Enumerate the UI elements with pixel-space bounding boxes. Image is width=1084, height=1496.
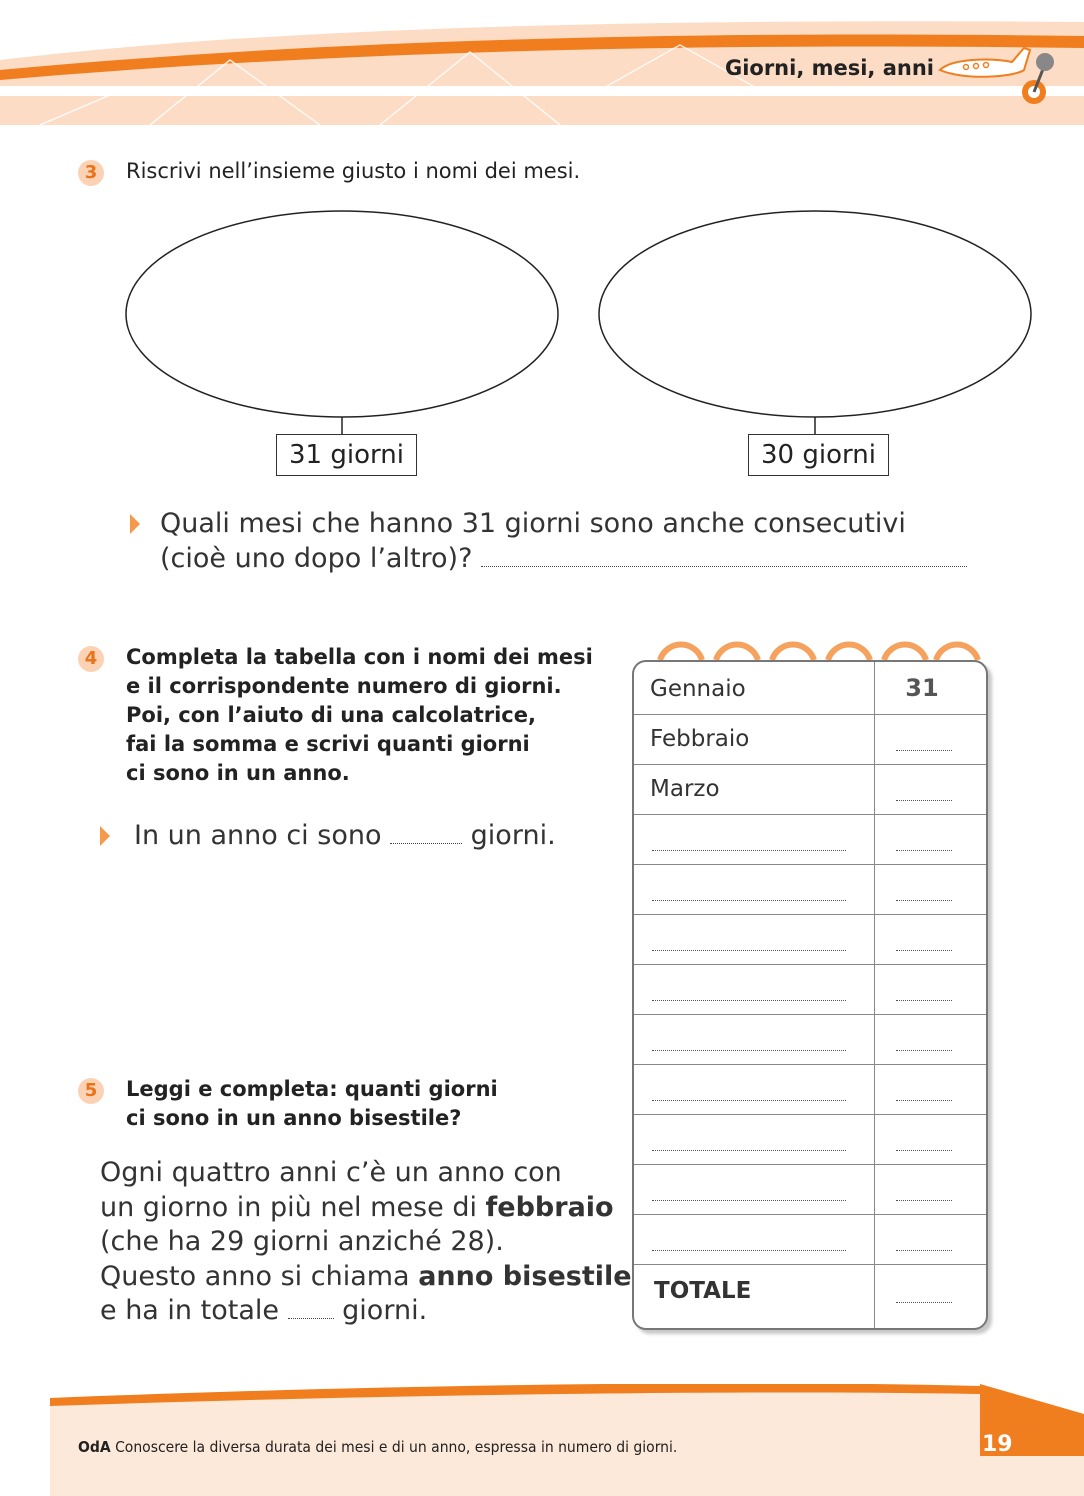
- month-input-line[interactable]: [652, 1250, 846, 1251]
- month-input-line[interactable]: [652, 1100, 846, 1101]
- question-4-text: Completa la tabella con i nomi dei mesi e il corrispondente numero di giorni. Poi, con l’aiuto di una calcolatrice, fai la somma e scrivi quanti giorni ci sono in un anno.: [126, 645, 593, 785]
- days-input-line[interactable]: [896, 1250, 952, 1251]
- question-3-title: Riscrivi nell’insieme giusto i nomi dei mesi.: [126, 159, 581, 183]
- days-input-line[interactable]: [896, 750, 952, 751]
- days-input-line[interactable]: [896, 1100, 952, 1101]
- total-input-line[interactable]: [896, 1302, 952, 1303]
- page-header-title: Giorni, mesi, anni: [724, 56, 934, 80]
- question-4-answer: In un anno ci sono giorni.: [134, 820, 556, 851]
- question-4-badge: 4: [78, 646, 104, 672]
- month-input-line[interactable]: [652, 1200, 846, 1201]
- month-input-line[interactable]: [652, 1000, 846, 1001]
- answer-line[interactable]: [390, 842, 462, 844]
- venn-sets: [120, 206, 1040, 436]
- months-table: [632, 660, 988, 1330]
- footer-objective: OdA Conoscere la diversa durata dei mesi e di un anno, espressa in numero di giorni.: [78, 1438, 678, 1456]
- page-number: 19: [982, 1432, 1013, 1457]
- table-row: [634, 964, 986, 1015]
- days-input-line[interactable]: [896, 1050, 952, 1051]
- table-row: [634, 864, 986, 915]
- bullet-icon: [130, 514, 140, 534]
- table-row: [634, 1014, 986, 1065]
- answer-line[interactable]: [288, 1317, 334, 1319]
- question-5-text: Leggi e completa: quanti giorni ci sono in un anno bisestile?: [126, 1077, 498, 1130]
- table-row: [634, 814, 986, 865]
- set-30-days: [599, 211, 1031, 417]
- table-row: [634, 714, 986, 765]
- question-3-badge: 3: [78, 160, 104, 186]
- days-input-line[interactable]: [896, 900, 952, 901]
- month-input-line[interactable]: [652, 1150, 846, 1151]
- set-31-days: [126, 211, 558, 417]
- days-input-line[interactable]: [896, 800, 952, 801]
- answer-line[interactable]: [481, 565, 967, 567]
- table-row: [634, 764, 986, 815]
- table-row: [634, 1164, 986, 1215]
- total-label: TOTALE: [654, 1278, 752, 1304]
- table-row: [634, 1214, 986, 1265]
- push-pin-icon: [1018, 50, 1062, 110]
- month-cell: Febbraio: [650, 726, 750, 752]
- month-cell: Marzo: [650, 776, 720, 802]
- days-cell: 31: [905, 674, 939, 702]
- days-input-line[interactable]: [896, 1000, 952, 1001]
- table-row: [634, 664, 986, 715]
- month-input-line[interactable]: [652, 850, 846, 851]
- table-row: [634, 1064, 986, 1115]
- question-3-prompt: Quali mesi che hanno 31 giorni sono anche consecutivi (cioè uno dopo l’altro)?: [160, 506, 967, 576]
- days-input-line[interactable]: [896, 850, 952, 851]
- label-31-giorni: 31 giorni: [276, 434, 417, 476]
- month-input-line[interactable]: [652, 1050, 846, 1051]
- question-5-badge: 5: [78, 1078, 104, 1104]
- question-5-paragraph: Ogni quattro anni c’è un anno con un giorno in più nel mese di febbraio (che ha 29 giorni anziché 28). Questo anno si chiama anno bisestile e ha in totale giorni.: [100, 1157, 632, 1327]
- days-input-line[interactable]: [896, 1150, 952, 1151]
- month-input-line[interactable]: [652, 900, 846, 901]
- days-input-line[interactable]: [896, 1200, 952, 1201]
- table-row: [634, 914, 986, 965]
- table-total-row: [634, 1266, 986, 1316]
- label-30-giorni: 30 giorni: [748, 434, 889, 476]
- bullet-icon: [100, 826, 110, 846]
- month-input-line[interactable]: [652, 950, 846, 951]
- days-input-line[interactable]: [896, 950, 952, 951]
- table-row: [634, 1114, 986, 1165]
- month-cell: Gennaio: [650, 676, 746, 702]
